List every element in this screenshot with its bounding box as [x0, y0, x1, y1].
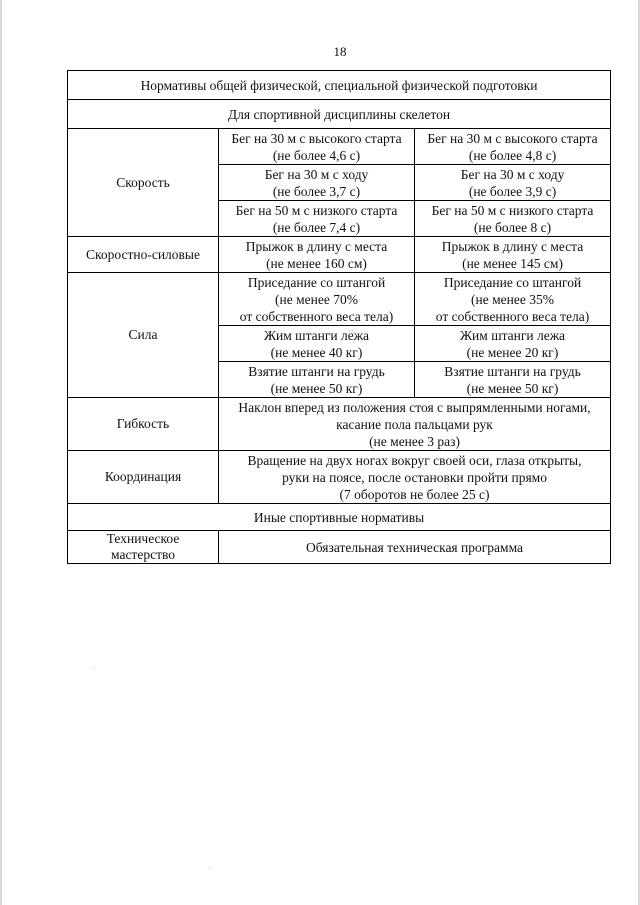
norm-name: Бег на 50 м с низкого старта [235, 202, 398, 218]
norm-note: от собственного веса тела) [239, 308, 394, 324]
category-coordination: Координация [68, 451, 219, 504]
category-flexibility: Гибкость [68, 398, 219, 451]
other-standards-header: Иные спортивные нормативы [68, 504, 611, 531]
norm-name: Приседание со штангой [247, 274, 386, 290]
norm-cell-male [219, 362, 415, 398]
norm-name: Приседание со штангой [443, 274, 582, 290]
norm-cell-female [415, 129, 611, 165]
category-strength: Сила [68, 273, 219, 398]
norm-cell-female [415, 165, 611, 201]
norm-cell-male [219, 273, 415, 326]
other-standards-row [68, 504, 611, 531]
norm-cell-male [219, 237, 415, 273]
page-left-edge [0, 0, 2, 905]
norm-value: (не более 4,6 с) [272, 147, 361, 163]
norm-value: (не более 4,8 с) [468, 147, 557, 163]
norm-line: Вращение на двух ногах вокруг своей оси, глаза открыты, [247, 452, 582, 468]
norm-value: (не более 7,4 с) [272, 219, 361, 235]
page-number: 18 [333, 44, 347, 59]
norm-value: (не менее 50 кг) [466, 380, 559, 396]
coordination-row [68, 451, 611, 504]
norm-value: (не менее 70% [275, 291, 358, 307]
category-line: мастерство [111, 547, 175, 562]
norm-name: Взятие штанги на грудь [248, 363, 385, 379]
norm-value: (не менее 50 кг) [270, 380, 363, 396]
category-technical [68, 531, 219, 564]
norm-name: Прыжок в длину с места [245, 238, 388, 254]
table-title-row [68, 71, 611, 100]
norm-value: (не менее 145 см) [462, 255, 563, 271]
norm-name: Прыжок в длину с места [441, 238, 584, 254]
norm-note: от собственного веса тела) [435, 308, 590, 324]
norm-cell-female [415, 273, 611, 326]
norm-name: Бег на 30 м с ходу [460, 166, 565, 182]
norm-line: руки на поясе, после остановки пройти прямо [282, 469, 547, 485]
flexibility-norm [219, 398, 611, 451]
coordination-norm [219, 451, 611, 504]
speed-row-1 [68, 129, 611, 165]
category-speed: Скорость [68, 129, 219, 237]
norm-name: Бег на 50 м с низкого старта [431, 202, 594, 218]
norm-name: Жим штанги лежа [459, 327, 566, 343]
speed-strength-row [68, 237, 611, 273]
norm-cell-male [219, 129, 415, 165]
norm-cell-male [219, 165, 415, 201]
flexibility-row [68, 398, 611, 451]
scan-speck [209, 868, 210, 869]
discipline-label: Для спортивной дисциплины скелетон [68, 100, 611, 129]
category-speed-strength: Скоростно-силовые [68, 237, 219, 273]
norm-value: (не менее 20 кг) [466, 344, 559, 360]
standards-table [67, 70, 611, 564]
norm-name: Бег на 30 м с высокого старта [427, 130, 598, 146]
norm-cell-female [415, 237, 611, 273]
norm-line: (не менее 3 раз) [369, 433, 460, 449]
technical-norm: Обязательная техническая программа [219, 531, 611, 564]
discipline-row [68, 100, 611, 129]
norm-value: (не менее 35% [471, 291, 554, 307]
scan-speck [93, 668, 94, 669]
norm-cell-female [415, 362, 611, 398]
norm-name: Жим штанги лежа [263, 327, 370, 343]
norm-value: (не менее 160 см) [266, 255, 367, 271]
norm-cell-female [415, 201, 611, 237]
norm-name: Взятие штанги на грудь [444, 363, 581, 379]
norm-name: Бег на 30 м с ходу [264, 166, 369, 182]
norm-cell-male [219, 201, 415, 237]
norm-line: Наклон вперед из положения стоя с выпрямленными ногами, [238, 399, 591, 415]
category-line: Техническое [106, 531, 180, 546]
table-title: Нормативы общей физической, специальной физической подготовки [68, 71, 611, 100]
norm-value: (не менее 40 кг) [270, 344, 363, 360]
norm-name: Бег на 30 м с высокого старта [231, 130, 402, 146]
norm-value: (не более 3,7 с) [272, 183, 361, 199]
norm-line: (7 оборотов не более 25 с) [339, 486, 490, 502]
norm-value: (не более 8 с) [473, 219, 552, 235]
technical-row [68, 531, 611, 564]
norm-line: касание пола пальцами рук [336, 416, 493, 432]
strength-row-1 [68, 273, 611, 326]
norm-cell-male [219, 326, 415, 362]
norm-value: (не более 3,9 с) [468, 183, 557, 199]
norm-cell-female [415, 326, 611, 362]
